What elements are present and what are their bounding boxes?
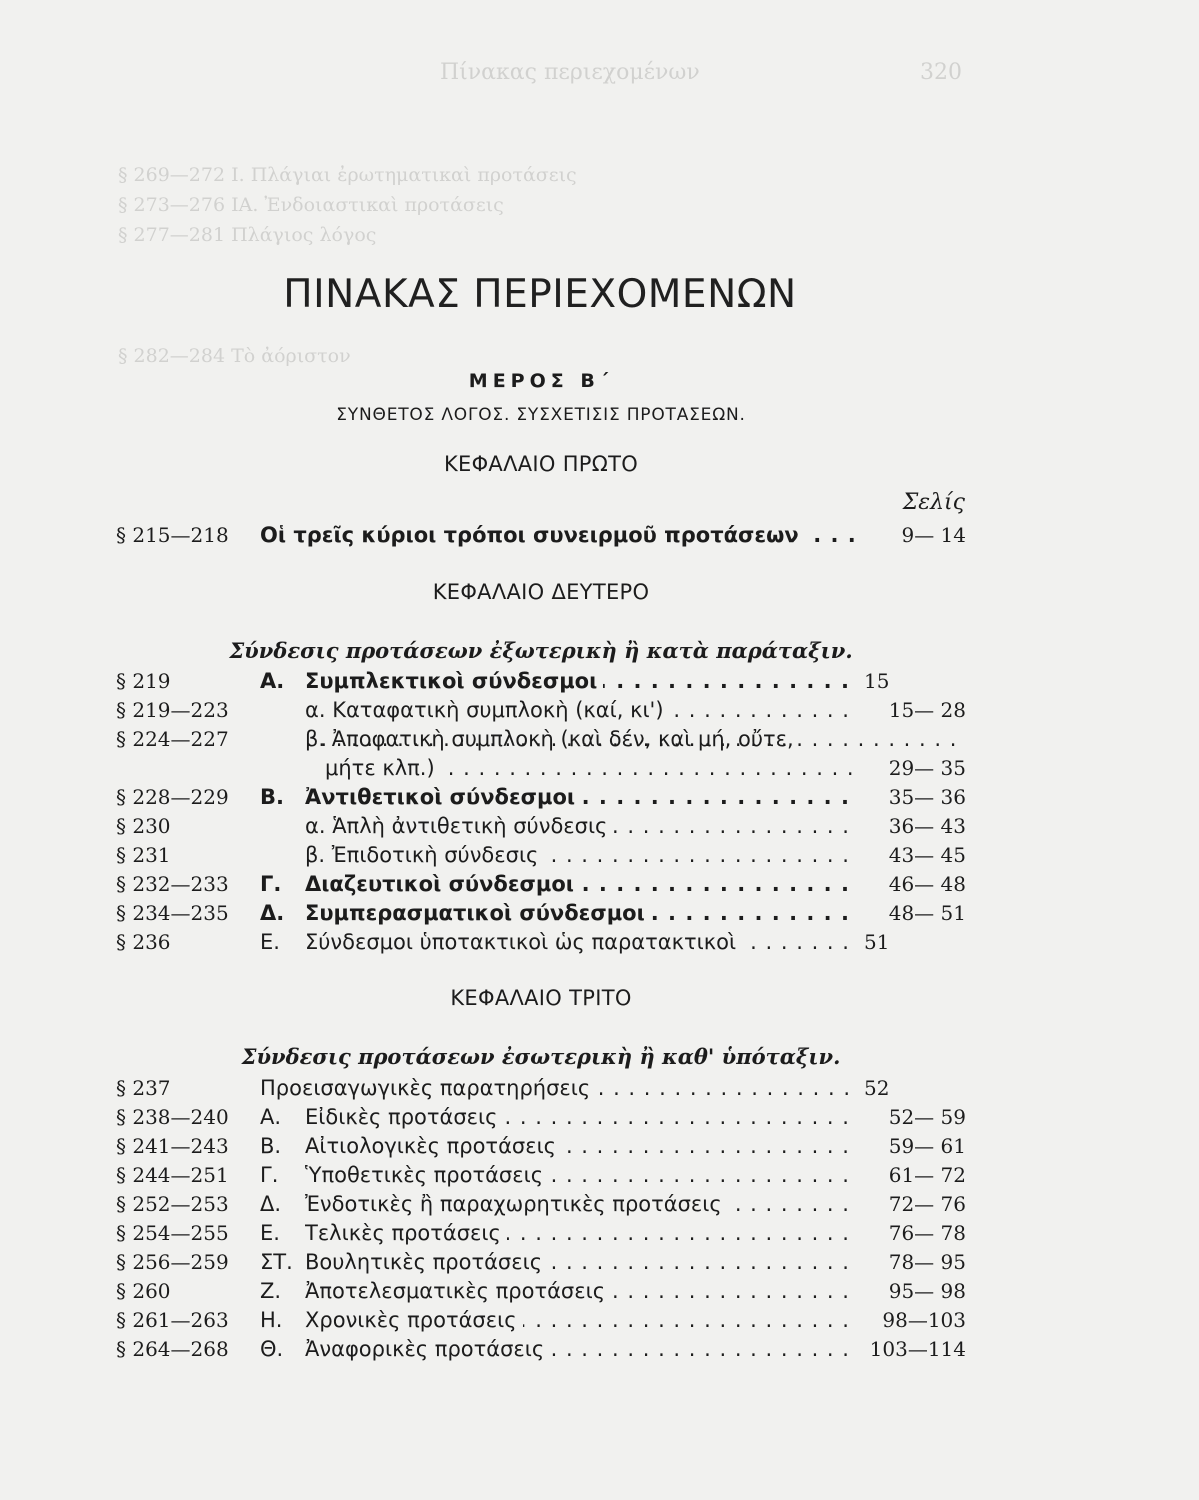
toc-letter: Ε. — [260, 930, 280, 954]
ghost-lines — [118, 160, 577, 250]
toc-text: Χρονικὲς προτάσεις . . . — [305, 1305, 856, 1335]
toc-row[interactable] — [116, 782, 966, 812]
toc-text: α. Ἁπλὴ ἀντιθετικὴ σύνδεσις . . . — [305, 811, 856, 841]
toc-pages: 9— 14 — [901, 523, 966, 547]
section-heading: Σύνδεσις προτάσεων ἐξωτερικὴ ἢ κατὰ παράταξιν. — [229, 638, 853, 663]
toc-ref: § 252—253 — [116, 1192, 229, 1216]
toc-pages: 52— 59 — [888, 1105, 966, 1129]
chapter-heading: ΚΕΦΑΛΑΙΟ ΤΡΙΤΟ — [450, 986, 632, 1010]
toc-pages: 36— 43 — [888, 814, 966, 838]
toc-pages: 98—103 — [882, 1308, 966, 1332]
toc-letter: Β. — [260, 785, 284, 809]
toc-text: Εἰδικὲς προτάσεις . . . — [305, 1102, 856, 1132]
toc-letter: ΣΤ. — [260, 1250, 293, 1274]
toc-pages: 59— 61 — [888, 1134, 966, 1158]
toc-ref: § 261—263 — [116, 1308, 229, 1332]
toc-pages: 15 — [864, 669, 890, 693]
ghost-line: § 269—272 Ι. Πλάγιαι ἐρωτηματικαὶ προτάσεις — [118, 164, 577, 186]
toc-row[interactable] — [116, 1305, 966, 1335]
toc-ref: § 260 — [116, 1279, 171, 1303]
toc-letter: Γ. — [260, 1163, 279, 1187]
toc-text: Προεισαγωγικὲς παρατηρήσεις . . . — [260, 1073, 856, 1103]
toc-text: Σύνδεσμοι ὑποτακτικοὶ ὡς παρατακτικοὶ . . . — [305, 927, 856, 957]
toc-row[interactable] — [116, 1334, 966, 1364]
toc-ref: § 230 — [116, 814, 171, 838]
toc-pages: 51 — [864, 930, 890, 954]
toc-row[interactable] — [116, 811, 966, 841]
toc-row[interactable] — [116, 666, 966, 696]
toc-pages: 76— 78 — [888, 1221, 966, 1245]
toc-row[interactable] — [116, 927, 966, 957]
toc-row[interactable] — [116, 1131, 966, 1161]
toc-ref: § 228—229 — [116, 785, 229, 809]
toc-row[interactable] — [116, 1102, 966, 1132]
toc-pages: 15— 28 — [888, 698, 966, 722]
toc-ref: § 224—227 — [116, 727, 229, 751]
toc-letter: Γ. — [260, 872, 282, 896]
toc-letter: Ζ. — [260, 1279, 282, 1303]
chapter-heading: ΚΕΦΑΛΑΙΟ ΔΕΥΤΕΡΟ — [432, 580, 650, 604]
toc-pages: 35— 36 — [888, 785, 966, 809]
toc-row[interactable] — [116, 840, 966, 870]
toc-text: μήτε κλπ.) . . . — [325, 753, 856, 783]
toc-ref: § 254—255 — [116, 1221, 229, 1245]
part-heading: ΜΕΡΟΣ Β΄ — [468, 370, 614, 392]
toc-pages: 48— 51 — [888, 901, 966, 925]
toc-text: Τελικὲς προτάσεις . . . — [305, 1218, 856, 1248]
toc-text: Ἐνδοτικὲς ἢ παραχωρητικὲς προτάσεις . . . — [305, 1189, 856, 1219]
toc-text: Ἀντιθετικοὶ σύνδεσμοι . . . — [305, 782, 856, 812]
toc-letter: Α. — [260, 669, 285, 693]
toc-text: Ὑποθετικὲς προτάσεις . . . — [305, 1160, 856, 1190]
toc-pages: 95— 98 — [888, 1279, 966, 1303]
toc-ref: § 241—243 — [116, 1134, 229, 1158]
toc-ref: § 232—233 — [116, 872, 229, 896]
toc-row[interactable] — [116, 869, 966, 899]
part-subtitle: ΣΥΝΘΕΤΟΣ ΛΟΓΟΣ. ΣΥΣΧΕΤΙΣΙΣ ΠΡΟΤΑΣΕΩΝ. — [336, 405, 746, 425]
ghost-line: § 277—281 Πλάγιος λόγος — [118, 224, 377, 246]
toc-letter: Δ. — [260, 1192, 282, 1216]
toc-row[interactable] — [116, 695, 966, 725]
toc-ref: § 215—218 — [116, 523, 229, 547]
toc-row[interactable] — [116, 520, 966, 550]
toc-pages: 52 — [864, 1076, 890, 1100]
toc-text: Διαζευτικοὶ σύνδεσμοι . . . — [305, 869, 856, 899]
toc-row[interactable] — [116, 724, 966, 754]
toc-row[interactable] — [116, 1160, 966, 1190]
toc-ref: § 237 — [116, 1076, 171, 1100]
toc-row[interactable] — [116, 1218, 966, 1248]
toc-ref: § 238—240 — [116, 1105, 229, 1129]
toc-text: Συμπλεκτικοὶ σύνδεσμοι . . . — [305, 666, 856, 696]
ghost-line: § 282—284 Τὸ ἀόριστον — [118, 345, 351, 367]
toc-pages: 46— 48 — [888, 872, 966, 896]
toc-ref: § 236 — [116, 930, 171, 954]
toc-pages: 61— 72 — [888, 1163, 966, 1187]
toc-ref: § 219 — [116, 669, 171, 693]
toc-text: Ἀναφορικὲς προτάσεις . . . — [305, 1334, 856, 1364]
toc-pages: 43— 45 — [888, 843, 966, 867]
toc-letter: Δ. — [260, 901, 285, 925]
ghost-line: § 273—276 ΙΑ. Ἐνδοιαστικαὶ προτάσεις — [118, 194, 504, 216]
toc-letter: Η. — [260, 1308, 283, 1332]
toc-ref: § 256—259 — [116, 1250, 229, 1274]
toc-ref: § 219—223 — [116, 698, 229, 722]
toc-ref: § 234—235 — [116, 901, 229, 925]
toc-letter: Β. — [260, 1134, 282, 1158]
toc-pages: 78— 95 — [888, 1250, 966, 1274]
toc-row[interactable] — [116, 898, 966, 928]
toc-ref: § 244—251 — [116, 1163, 229, 1187]
toc-text: Αἰτιολογικὲς προτάσεις . . . — [305, 1131, 856, 1161]
page-title: ΠΙΝΑΚΑΣ ΠΕΡΙΕΧΟΜΕΝΩΝ — [283, 272, 797, 317]
toc-ref: § 264—268 — [116, 1337, 229, 1361]
toc-pages: 72— 76 — [888, 1192, 966, 1216]
toc-letter: Α. — [260, 1105, 282, 1129]
toc-text: Ἀποτελεσματικὲς προτάσεις . . . — [305, 1276, 856, 1306]
toc-ref: § 231 — [116, 843, 171, 867]
toc-pages: 103—114 — [869, 1337, 966, 1361]
toc-text: β. Ἀποφατικὴ συμπλοκὴ (καὶ δέν, καὶ μή, οὔτε, . . . — [305, 724, 966, 754]
toc-letter: Θ. — [260, 1337, 284, 1361]
toc-text: Συμπερασματικοὶ σύνδεσμοι . . . — [305, 898, 856, 928]
toc-letter: Ε. — [260, 1221, 280, 1245]
toc-pages: 29— 35 — [888, 756, 966, 780]
toc-row[interactable] — [116, 1247, 966, 1277]
page-column-label: Σελίς — [902, 490, 965, 515]
toc-text: Οἱ τρεῖς κύριοι τρόποι συνειρμοῦ προτάσεων . . . — [260, 520, 856, 550]
ghost-page-number: 320 — [920, 60, 962, 85]
toc-text: β. Ἐπιδοτικὴ σύνδεσις . . . — [305, 840, 856, 870]
chapter-heading: ΚΕΦΑΛΑΙΟ ΠΡΩΤΟ — [443, 452, 639, 476]
toc-row[interactable] — [116, 1276, 966, 1306]
toc-text: α. Καταφατικὴ συμπλοκὴ (καί, κι') . . . — [305, 695, 856, 725]
ghost-running-head: Πίνακας περιεχομένων — [440, 60, 700, 85]
toc-row[interactable] — [116, 753, 966, 783]
toc-text: Βουλητικὲς προτάσεις . . . — [305, 1247, 856, 1277]
toc-row[interactable] — [116, 1073, 966, 1103]
toc-row[interactable] — [116, 1189, 966, 1219]
section-heading: Σύνδεσις προτάσεων ἐσωτερικὴ ἢ καθ' ὑπόταξιν. — [241, 1044, 841, 1069]
